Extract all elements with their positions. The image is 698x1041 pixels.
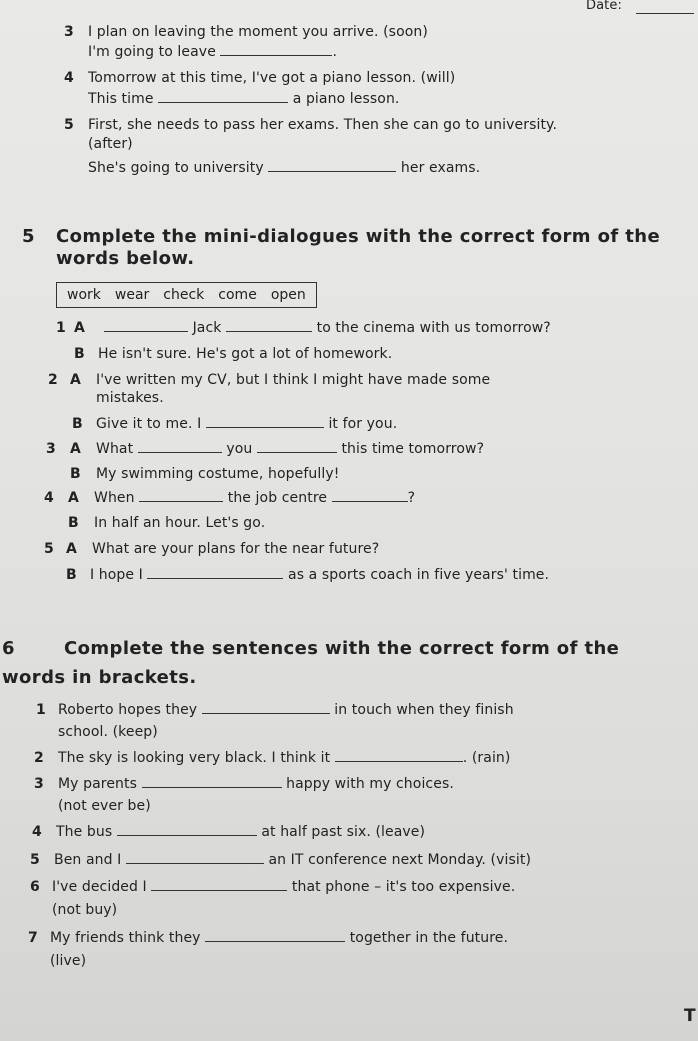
section-title: words in brackets. (2, 667, 197, 688)
dialogue-line: I hope I as a sports coach in five years' time. (90, 567, 550, 583)
answer-blank[interactable] (202, 712, 330, 714)
corner-text: T (684, 1006, 696, 1026)
dialogue-line: My swimming costume, hopefully! (96, 466, 340, 482)
sentence-line: (live) (50, 953, 87, 969)
dialogue-number: 2 (48, 372, 58, 388)
item-prompt: First, she needs to pass her exams. Then she can go to university. (88, 117, 557, 133)
item-prompt-hint: (after) (88, 136, 133, 152)
speaker-a: A (70, 372, 81, 388)
dialogue-number: 3 (46, 441, 56, 457)
section-title: Complete the mini-dialogues with the correct form of the (56, 226, 661, 247)
word-box-item: wear (114, 287, 150, 303)
answer-blank[interactable] (257, 451, 337, 453)
sentence-number: 3 (34, 776, 44, 792)
sentence-line: Roberto hopes they in touch when they finish (58, 702, 514, 718)
speaker-a: A (66, 541, 77, 557)
speaker-b: B (68, 515, 79, 531)
answer-blank[interactable] (142, 786, 282, 788)
sentence-line: The bus at half past six. (leave) (56, 824, 426, 840)
section-title: words below. (56, 248, 195, 269)
speaker-b: B (66, 567, 77, 583)
section-title: Complete the sentences with the correct form of the (64, 638, 620, 659)
answer-blank[interactable] (104, 330, 188, 332)
section-number: 5 (22, 226, 35, 247)
item-number: 5 (64, 117, 74, 133)
date-label: Date: (586, 0, 622, 13)
sentence-number: 5 (30, 852, 40, 868)
sentence-line: (not buy) (52, 902, 118, 918)
speaker-a: A (70, 441, 81, 457)
sentence-number: 4 (32, 824, 42, 840)
dialogue-line: What are your plans for the near future? (92, 541, 380, 557)
dialogue-number: 4 (44, 490, 54, 506)
dialogue-line: Give it to me. I it for you. (96, 416, 398, 432)
answer-blank[interactable] (268, 170, 396, 172)
item-number: 3 (64, 24, 74, 40)
answer-blank[interactable] (117, 834, 257, 836)
sentence-number: 7 (28, 930, 38, 946)
answer-blank[interactable] (158, 101, 288, 103)
speaker-a: A (74, 320, 85, 336)
dialogue-line: mistakes. (96, 390, 164, 406)
sentence-number: 2 (34, 750, 44, 766)
answer-line: I'm going to leave . (88, 44, 338, 60)
word-box (56, 282, 317, 308)
answer-blank[interactable] (220, 54, 332, 56)
answer-blank[interactable] (226, 330, 312, 332)
dialogue-number: 1 (56, 320, 66, 336)
sentence-line: My friends think they together in the future. (50, 930, 509, 946)
section-number: 6 (2, 638, 15, 659)
answer-blank[interactable] (205, 940, 345, 942)
answer-blank[interactable] (126, 862, 264, 864)
item-prompt: Tomorrow at this time, I've got a piano lesson. (will) (88, 70, 456, 86)
dialogue-line: When the job centre ? (94, 490, 416, 506)
dialogue-line: He isn't sure. He's got a lot of homework. (98, 346, 393, 362)
word-box-item: check (163, 287, 205, 303)
speaker-b: B (72, 416, 83, 432)
sentence-line: (not ever be) (58, 798, 151, 814)
speaker-b: B (74, 346, 85, 362)
sentence-number: 1 (36, 702, 46, 718)
sentence-number: 6 (30, 879, 40, 895)
answer-blank[interactable] (138, 451, 222, 453)
answer-line: She's going to university her exams. (88, 160, 481, 176)
item-number: 4 (64, 70, 74, 86)
sentence-line: I've decided I that phone – it's too expensive. (52, 879, 516, 895)
answer-blank[interactable] (147, 577, 283, 579)
dialogue-number: 5 (44, 541, 54, 557)
dialogue-line: What you this time tomorrow? (96, 441, 485, 457)
speaker-a: A (68, 490, 79, 506)
answer-blank[interactable] (151, 889, 287, 891)
speaker-b: B (70, 466, 81, 482)
answer-blank[interactable] (332, 500, 408, 502)
word-box-item: open (270, 287, 306, 303)
item-prompt: I plan on leaving the moment you arrive. (soon) (88, 24, 428, 40)
sentence-line: Ben and I an IT conference next Monday. (visit) (54, 852, 531, 868)
sentence-line: My parents happy with my choices. (58, 776, 454, 792)
dialogue-line: Jack to the cinema with us tomorrow? (104, 320, 551, 336)
dialogue-line: I've written my CV, but I think I might have made some (96, 372, 491, 388)
sentence-line: The sky is looking very black. I think it . (rain) (58, 750, 511, 766)
answer-blank[interactable] (139, 500, 223, 502)
date-blank[interactable] (636, 13, 694, 14)
sentence-line: school. (keep) (58, 724, 158, 740)
word-box-item: come (218, 287, 257, 303)
answer-blank[interactable] (335, 760, 463, 762)
dialogue-line: In half an hour. Let's go. (94, 515, 266, 531)
answer-blank[interactable] (206, 426, 324, 428)
word-box-item: work (67, 287, 101, 303)
answer-line: This time a piano lesson. (88, 91, 400, 107)
